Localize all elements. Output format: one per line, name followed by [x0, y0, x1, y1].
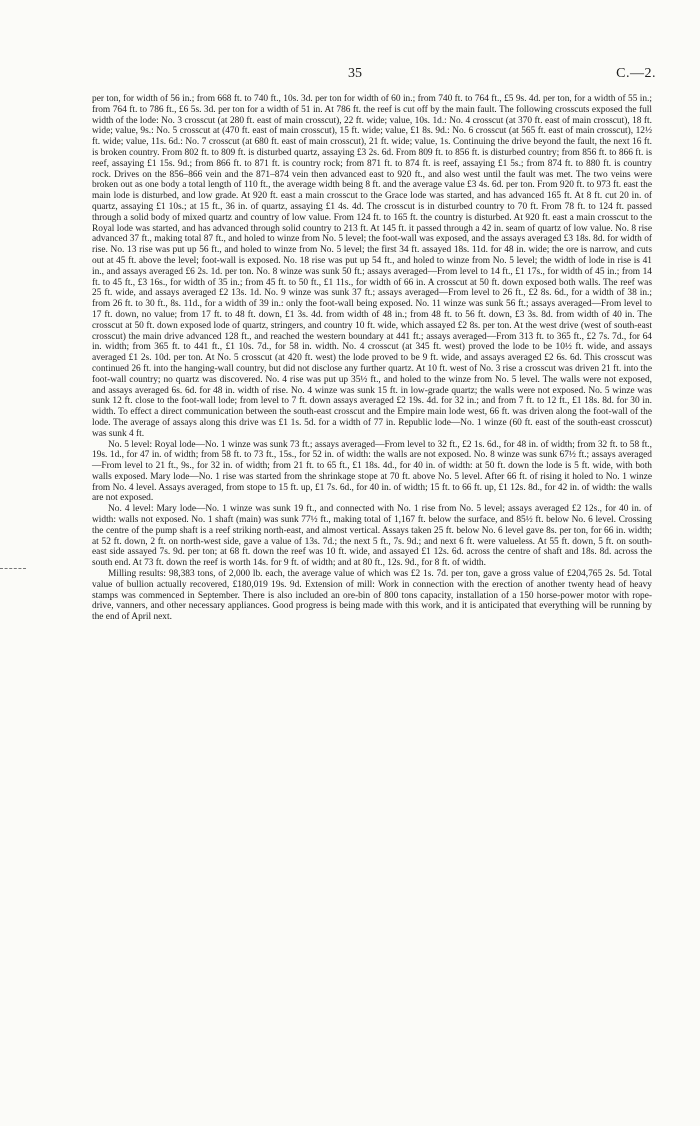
paragraph-no5-level: No. 5 level: Royal lode—No. 1 winze was sunk 73 ft.; assays averaged—From level to 32 ft., £2 1s. 6d., for 48 in. of width; from 32 ft. to 58 ft., 19s. 1d., for 47 in. of width; from 58 ft. to 73 ft., 15s., for 52 in. of width: the walls are not exposed. No. 8 winze was sunk 67½ ft.; assays averaged—From level to 21 ft., 9s., for 32 in. of width; from 21 ft. to 65 ft., £1 18s. 4d., for 40 in. of width: at 50 ft. down the lode is 5 ft. wide, with both walls exposed. Mary lode—No. 1 rise was started from the shrinkage stope at 70 ft. above No. 5 level. After 66 ft. of rising it holed to No. 1 winze from No. 4 level. Assays averaged, from stope to 15 ft. up, £1 7s. 6d., for 40 in. of width; 15 ft. to 66 ft. up, £1 12s. 8d., for 42 in. of width: the walls are not exposed.: [92, 439, 652, 504]
paragraph-continuation: per ton, for width of 56 in.; from 668 ft. to 740 ft., 10s. 3d. per ton for width of 60 in.; from 740 ft. to 764 ft., £5 9s. 4d. per ton, for a width of 55 in.; from 764 ft. to 786 ft., £6 5s. 3d. per ton for a width of 51 in. At 786 ft. the reef is cut off by the main fault. The following crosscuts exposed the full width of the lode: No. 3 crosscut (at 280 ft. east of main crosscut), 22 ft. wide; value, 10s. 1d.: No. 4 crosscut (at 370 ft. east of main crosscut), 18 ft. wide; value, 9s.: No. 5 crosscut at (470 ft. east of main crosscut), 15 ft. wide; value, £1 8s. 9d.: No. 6 crosscut (at 565 ft. east of main crosscut), 12½ ft. wide; value, 11s. 6d.: No. 7 crosscut (at 680 ft. east of main crosscut), 21 ft. wide; value, 1s. Continuing the drive beyond the fault, the next 16 ft. is broken country. From 802 ft. to 809 ft. is disturbed quartz, assaying £3 2s. 6d. From 809 ft. to 856 ft. is disturbed country; from 856 ft. to 866 ft. is reef, assaying £1 15s. 9d.; from 866 ft. to 871 ft. is country rock; from 871 ft. to 874 ft. is reef, assaying £1 5s.; from 874 ft. to 880 ft. is country rock. Drives on the 856–866 vein and the 871–874 vein then advanced east to 920 ft., and also west until the fault was met. The two veins were broken out as one body a total length of 110 ft., the average width being 8 ft. and the average value £3 4s. 6d. per ton. From 920 ft. to 973 ft. east the main lode is disturbed, and low grade. At 920 ft. east a main crosscut to the Grace lode was started, and has advanced 165 ft. At 8 ft. cut 20 in. of quartz, assaying £1 10s.; at 15 ft., 36 in. of quartz, assaying £1 4s. 4d. The crosscut is in disturbed country to 70 ft. From 78 ft. to 124 ft. passed through a solid body of mixed quartz and country of low value. From 124 ft. to 165 ft. the country is disturbed. At 920 ft. east a main crosscut to the Royal lode was started, and has advanced through solid country to 213 ft. At 145 ft. it passed through a 42 in. seam of quartz of low value. No. 8 rise advanced 37 ft., making total 87 ft., and holed to winze from No. 5 level; the foot-wall was exposed, and the assays averaged £3 18s. 8d. for width of rise. No. 13 rise was put up 56 ft., and holed to winze from No. 5 level; the first 34 ft. assayed 18s. 11d. for 48 in. wide; the ore is narrow, and cuts out at 45 ft. above the level; foot-wall is exposed. No. 18 rise was put up 54 ft., and holed to winze from No. 5 level; the width of lode in rise is 41 in., and assays averaged £6 2s. 1d. per ton. No. 8 winze was sunk 50 ft.; assays averaged—From level to 14 ft., £1 17s., for width of 45 in.; from 14 ft. to 45 ft., £3 16s., for width of 35 in.; from 45 ft. to 50 ft., £1 11s., for width of 66 in. A crosscut at 50 ft. down exposed both walls. The reef was 25 ft. wide, and assays averaged £2 13s. 1d. No. 9 winze was sunk 37 ft.; assays averaged—From level to 26 ft., £2 8s. 6d., for a width of 38 in.; from 26 ft. to 30 ft., 8s. 11d., for a width of 39 in.: only the foot-wall being exposed. No. 11 winze was sunk 56 ft.; assays averaged—From level to 17 ft. down, no value; from 17 ft. to 48 ft. down, £1 3s. 4d. from width of 48 in.; from 48 ft. to 56 ft. down, £3 3s. 8d. from width of 40 in. The crosscut at 50 ft. down exposed lode of quartz, stringers, and country 10 ft. wide, which assayed £2 8s. per ton. At the west drive (west of south-east crosscut) the main drive advanced 128 ft., and reached the western boundary at 441 ft.; assays averaged—From 313 ft. to 365 ft., £2 7s. 7d., for 64 in. width; from 365 ft. to 441 ft., £1 10s. 7d., for 58 in. width. No. 4 crosscut (at 345 ft. west) proved the lode to be 10½ ft. wide, and assays averaged £1 2s. 10d. per ton. At No. 5 crosscut (at 420 ft. west) the lode proved to be 9 ft. wide, and assays averaged £2 6s. 6d. This crosscut was continued 26 ft. into the hanging-wall country, but did not disclose any further quartz. At 10 ft. west of No. 3 rise a crosscut was driven 21 ft. into the foot-wall country; no quartz was discovered. No. 4 rise was put up 35½ ft., and holed to the winze from No. 5 level. The walls were not exposed, and assays averaged 6s. 6d. for 48 in. width of rise. No. 4 winze was sunk 15 ft. in low-grade quartz; the walls were not exposed. No. 5 winze was sunk 12 ft. close to the foot-wall lode; from level to 7 ft. down assays averaged £2 19s. 4d. for 32 in.; and from 7 ft. to 12 ft., £1 18s. 8d. for 30 in. width. To effect a direct communication between the south-east crosscut and the Empire main lode west, 66 ft. was driven along the foot-wall of the lode. The average of assays along this drive was £1 1s. 5d. for a width of 77 in. Republic lode—No. 1 winze (60 ft. east of the south-east crosscut) was sunk 4 ft.: [92, 94, 652, 439]
paragraph-milling-results: Milling results: 98,383 tons, of 2,000 lb. each, the average value of which was £2 1s. 7d. per ton, gave a gross value of £204,765 2s. 5d. Total value of bullion actually recovered, £180,019 19s. 9d. Extension of mill: Work in connection with the erection of another twenty head of heavy stamps was commenced in September. There is also included an ore-bin of 800 tons capacity, installation of a 150 horse-power motor with rope-drive, vanners, and other necessary appliances. Good progress is being made with this work, and it is anticipated that everything will be running by the end of April next.: [92, 569, 652, 623]
margin-mark: [0, 568, 26, 569]
document-reference: C.—2.: [616, 66, 656, 81]
paragraph-no4-level: No. 4 level: Mary lode—No. 1 winze was sunk 19 ft., and connected with No. 1 rise from No. 5 level; assays averaged £2 12s., for 40 in. of width: walls not exposed. No. 1 shaft (main) was sunk 77½ ft., making total of 1,167 ft. below the surface, and 85½ ft. below No. 6 level. Crossing the centre of the pump shaft is a reef striking north-east, and almost vertical. Assays taken 25 ft. below No. 6 level gave 8s. per ton, for 66 in. width; at 52 ft. down, 2 ft. on north-west side, gave a value of 13s. 7d.; the next 5 ft., 7s. 9d.; and next 6 ft. were valueless. At 55 ft. down, 5 ft. on south-east side assayed 7s. 9d. per ton; at 68 ft. down the reef was 10 ft. wide, and assayed £1 12s. 6d. across the centre of shaft and 18s. 8d. across the south end. At 73 ft. down the reef is worth 14s. for 9 ft. of width; and at 80 ft., 12s. 9d., for 8 ft. of width.: [92, 504, 652, 569]
report-body: [92, 94, 652, 623]
page-number: 35: [348, 66, 362, 81]
page-header: [0, 66, 700, 86]
